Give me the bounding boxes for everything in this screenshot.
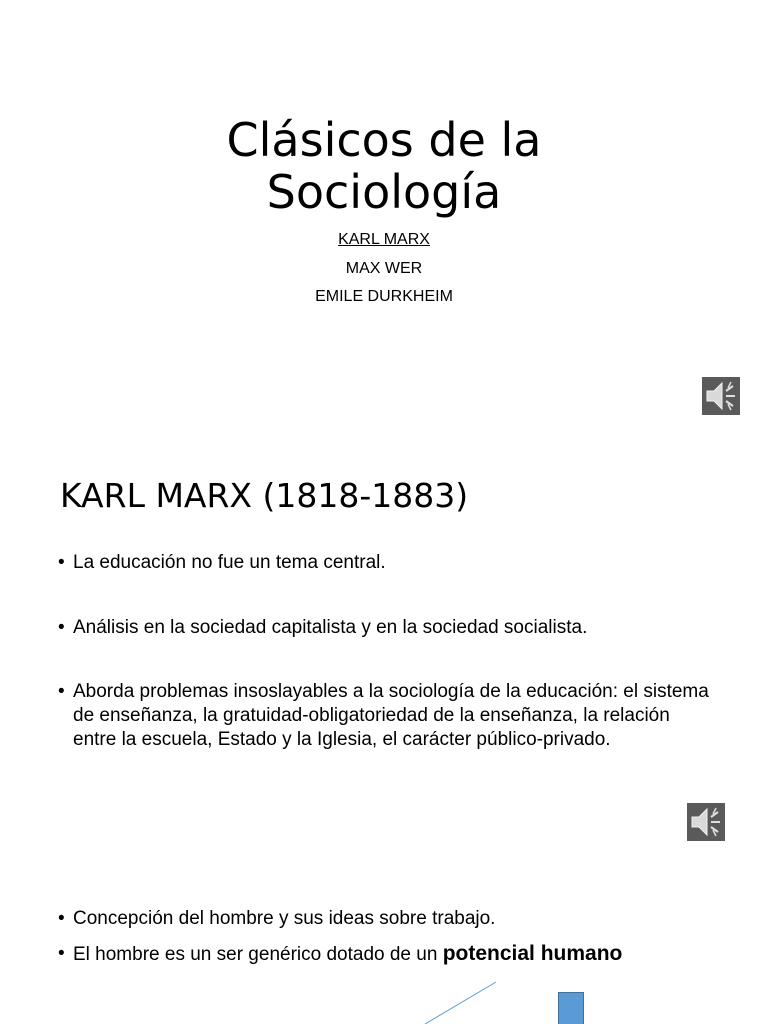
- section-heading: KARL MARX (1818-1883): [60, 476, 469, 515]
- decorative-diagonal-line: [420, 980, 500, 1024]
- bullet-text: Concepción del hombre y sus ideas sobre trabajo.: [73, 908, 496, 929]
- bullet-item: [58, 907, 718, 931]
- author-emile-durkheim: EMILE DURKHEIM: [315, 288, 453, 305]
- slide-title-line-2: Sociología: [266, 165, 502, 219]
- bullet-item: [58, 942, 718, 967]
- decorative-blue-rectangle: [558, 992, 584, 1024]
- bullet-dot: •: [58, 552, 65, 573]
- bullet-dot: •: [58, 681, 65, 702]
- bullet-text: La educación no fue un tema central.: [73, 552, 386, 573]
- author-link-karl-marx[interactable]: KARL MARX: [338, 231, 430, 248]
- bullet-text: Aborda problemas insoslayables a la sociología de la educación: el sistema de enseñanza, la gratuidad-obligatoriedad de la enseñanza, la relación entre la escuela, Estado y la Iglesia, el carácter público-privado.: [73, 681, 709, 750]
- bullet-text-prefix: El hombre es un ser genérico dotado de un: [73, 944, 443, 965]
- speaker-audio-icon[interactable]: [702, 377, 740, 415]
- bullet-emphasis: potencial humano: [442, 942, 623, 965]
- bullet-text: [58, 942, 718, 967]
- bullet-dot: •: [58, 908, 65, 929]
- bullet-text: Análisis en la sociedad capitalista y en la sociedad socialista.: [73, 617, 588, 638]
- slide-title: [0, 114, 768, 218]
- bullet-item: [58, 616, 718, 640]
- bullet-item: [58, 551, 718, 575]
- bullet-dot: •: [58, 617, 65, 638]
- bullet-item: [58, 680, 718, 752]
- author-max-weber: MAX WER: [345, 260, 423, 277]
- speaker-audio-icon[interactable]: [687, 803, 725, 841]
- slide-title-line-1: Clásicos de la: [226, 113, 542, 167]
- bullet-dot: •: [58, 943, 65, 964]
